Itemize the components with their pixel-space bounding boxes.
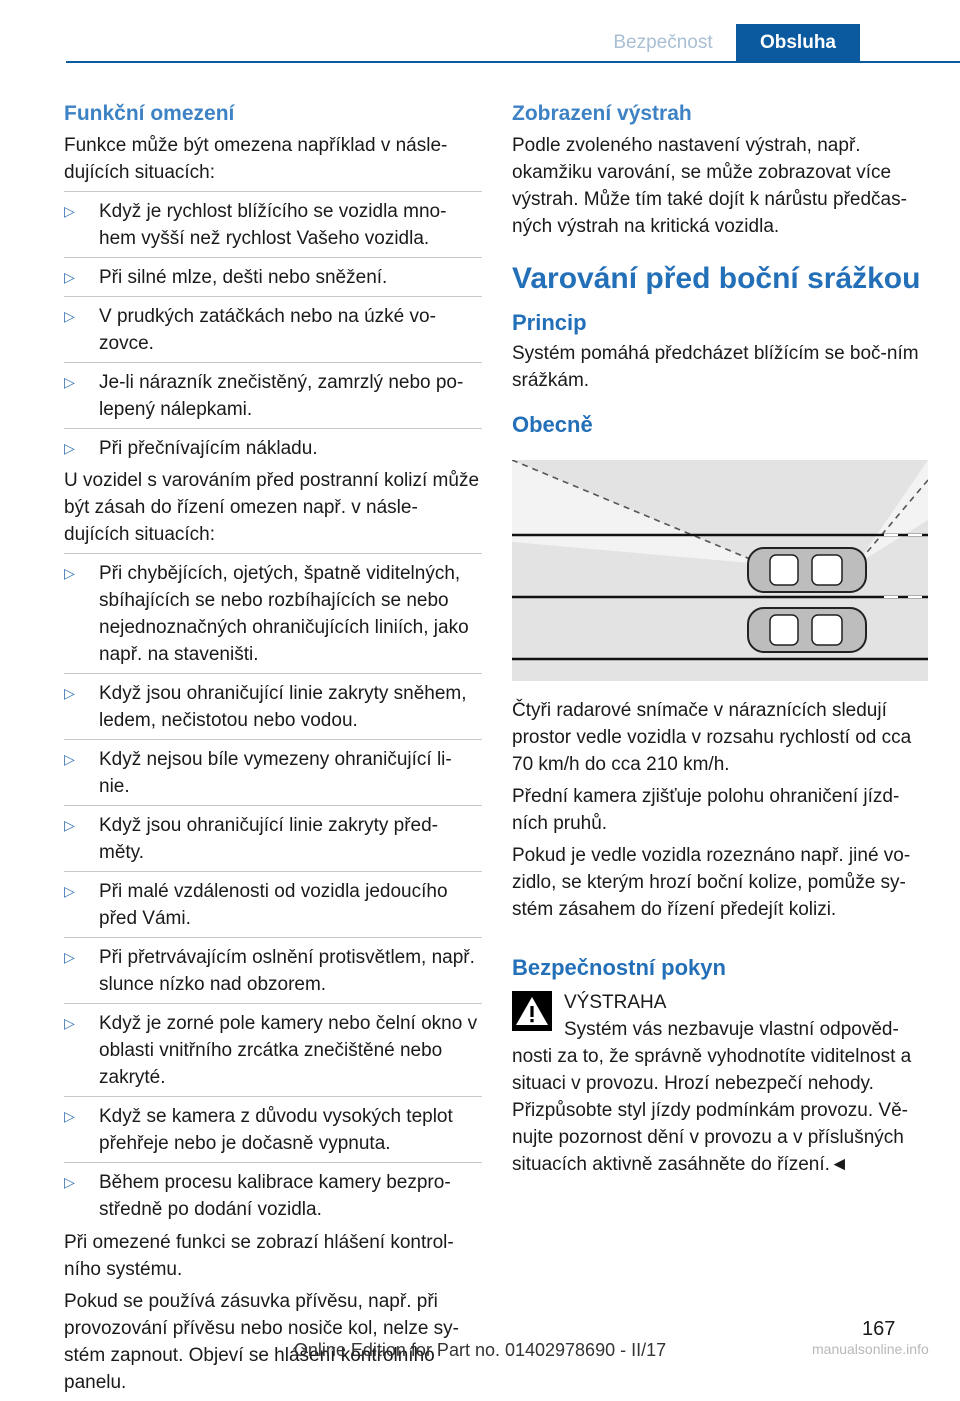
divider	[64, 191, 482, 192]
list-item: ▷ Když jsou ohraničující linie zakryty před-měty.	[64, 812, 482, 866]
triangle-bullet-icon: ▷	[64, 308, 75, 324]
triangle-bullet-icon: ▷	[64, 440, 75, 456]
triangle-bullet-icon: ▷	[64, 203, 75, 219]
limitations-list	[64, 198, 482, 462]
divider	[64, 553, 482, 554]
heading-side-collision: Varování před boční srážkou	[512, 262, 921, 295]
list-item: ▷ Když se kamera z důvodu vysokých teplot přehřeje nebo je dočasně vypnuta.	[64, 1103, 482, 1157]
triangle-bullet-icon: ▷	[64, 949, 75, 965]
list-item: ▷ Při přetrvávajícím oslnění protisvětlem, např. slunce nízko nad obzorem.	[64, 944, 482, 998]
principle-text: Systém pomáhá předcházet blížícím se boč-ním srážkám.	[512, 343, 919, 391]
triangle-bullet-icon: ▷	[64, 374, 75, 390]
triangle-bullet-icon: ▷	[64, 1015, 75, 1031]
page-header	[0, 0, 960, 62]
warning-triangle-icon	[512, 991, 552, 1031]
heading-warning-display: Zobrazení výstrah	[512, 102, 692, 125]
triangle-bullet-icon: ▷	[64, 269, 75, 285]
divider	[64, 257, 482, 258]
triangle-bullet-icon: ▷	[64, 685, 75, 701]
car-icon	[748, 608, 866, 652]
triangle-bullet-icon: ▷	[64, 817, 75, 833]
warning-display-text: Podle zvoleného nastavení výstrah, např. okamžiku varování, se může zobrazovat více výstrah. Může tím také dojít k nárůstu předčas-ných výstrah na kritická vozidla.	[512, 135, 907, 237]
heading-general: Obecně	[512, 412, 593, 437]
divider	[64, 937, 482, 938]
watermark: manualsonline.info	[812, 1341, 929, 1357]
list-item: ▷ Během procesu kalibrace kamery bezpro-středně po dodání vozidla.	[64, 1169, 482, 1223]
list-item: ▷ V prudkých zatáčkách nebo na úzké vo-zovce.	[64, 303, 482, 357]
warning-box	[512, 989, 932, 1178]
heading-safety-note: Bezpečnostní pokyn	[512, 955, 726, 980]
general-text-3: Pokud je vedle vozidla rozeznáno např. jiné vo-zidlo, se kterým hrozí boční kolize, pomůže sy-stém zásahem do řízení předejít kolizi.	[512, 845, 911, 920]
warning-title: VÝSTRAHA	[564, 992, 667, 1013]
paragraph-trailer: Pokud se používá zásuvka přívěsu, např. při provozování přívěsu nebo nosiče kol, nelze sy-stém zapnout. Objeví se hlášení kontrolního panelu.	[64, 1291, 459, 1393]
divider	[64, 1096, 482, 1097]
list-item: ▷ Při malé vzdálenosti od vozidla jedoucího před Vámi.	[64, 878, 482, 932]
list-item: ▷ Při silné mlze, dešti nebo sněžení.	[64, 264, 482, 291]
chapter-tab: Obsluha	[736, 24, 860, 62]
triangle-bullet-icon: ▷	[64, 565, 75, 581]
paragraph-check-control: Při omezené funkci se zobrazí hlášení kontrol-ního systému.	[64, 1232, 454, 1280]
list-item: ▷ Když je rychlost blížícího se vozidla mno-hem vyšší než rychlost Vašeho vozidla.	[64, 198, 482, 252]
list-item: ▷ Při přečnívajícím nákladu.	[64, 435, 482, 462]
divider	[64, 1003, 482, 1004]
divider	[64, 871, 482, 872]
triangle-bullet-icon: ▷	[64, 1108, 75, 1124]
divider	[64, 296, 482, 297]
divider	[64, 805, 482, 806]
list-item: ▷ Když nejsou bíle vymezeny ohraničující li-nie.	[64, 746, 482, 800]
page-number: 167	[862, 1318, 896, 1340]
steering-limitations-list	[64, 560, 482, 1223]
intro-text: Funkce může být omezena například v násle-dujících situacích:	[64, 135, 448, 183]
divider	[64, 362, 482, 363]
triangle-bullet-icon: ▷	[64, 1174, 75, 1190]
divider	[64, 739, 482, 740]
left-column	[64, 100, 482, 1401]
list-item: ▷ Je-li nárazník znečistěný, zamrzlý nebo po-lepený nálepkami.	[64, 369, 482, 423]
radar-coverage-diagram	[512, 460, 928, 681]
heading-principle: Princip	[512, 310, 587, 335]
triangle-bullet-icon: ▷	[64, 751, 75, 767]
section-label: Bezpečnost	[613, 32, 713, 53]
warning-text: Systém vás nezbavuje vlastní odpověd-nosti za to, že správně vyhodnotíte viditelnost a situaci v provozu. Hrozí nebezpečí nehody. Přizpůsobte styl jízdy podmínkám provozu. Vě-nujte pozornost dění v provozu a v příslušných situacích aktivně zasáhněte do řízení.◄	[512, 1019, 912, 1175]
list-item: ▷ Když je zorné pole kamery nebo čelní okno v oblasti vnitřního zrcátka znečištěné nebo zakryté.	[64, 1010, 482, 1091]
header-rule	[66, 61, 960, 63]
intro-text-2: U vozidel s varováním před postranní kolizí může být zásah do řízení omezen např. v násle-dujících situacích:	[64, 470, 480, 545]
list-item: ▷ Při chybějících, ojetých, špatně viditelných, sbíhajících se nebo rozbíhajících se nebo nejednoznačných ohraničujících liniích, jako např. na staveništi.	[64, 560, 482, 668]
list-item: ▷ Když jsou ohraničující linie zakryty sněhem, ledem, nečistotou nebo vodou.	[64, 680, 482, 734]
general-text-1: Čtyři radarové snímače v náraznících sledují prostor vedle vozidla v rozsahu rychlostí od cca 70 km/h do cca 210 km/h.	[512, 700, 912, 775]
divider	[64, 673, 482, 674]
right-column	[512, 100, 932, 1183]
edition-footer: Online Edition for Part no. 01402978690 - II/17	[293, 1340, 667, 1360]
heading-limitations: Funkční omezení	[64, 102, 235, 125]
divider	[64, 428, 482, 429]
general-text-2: Přední kamera zjišťuje polohu ohraničení jízd-ních pruhů.	[512, 786, 900, 834]
divider	[64, 1162, 482, 1163]
car-icon	[748, 548, 866, 592]
triangle-bullet-icon: ▷	[64, 883, 75, 899]
